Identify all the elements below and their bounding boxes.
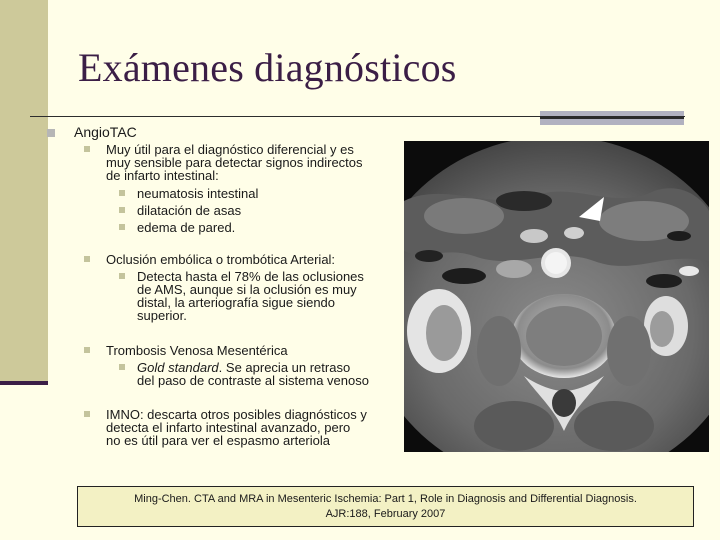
sub-bullet-text: superior. [137, 308, 187, 323]
reference-box [77, 486, 694, 527]
bullet-text: de infarto intestinal: [106, 168, 219, 183]
sub-bullet-text: neumatosis intestinal [137, 186, 259, 201]
emphasis-text: Gold standard [137, 360, 219, 375]
bullet-marker [84, 347, 90, 353]
bullet-text: muy sensible para detectar signos indirectos [106, 155, 363, 170]
sub-bullet-text: del paso de contraste al sistema venoso [137, 373, 369, 388]
sub-bullet-text: Detecta hasta el 78% de las oclusiones [137, 269, 364, 284]
reference-line: AJR:188, February 2007 [325, 508, 446, 520]
sub-bullet-text: edema de pared. [137, 220, 236, 235]
bullet-text: Oclusión embólica o trombótica Arterial: [106, 252, 336, 267]
sub-bullet-marker [119, 207, 125, 213]
sub-bullet-marker [119, 224, 125, 230]
left-decor-rule [0, 381, 48, 385]
reference-line: Ming-Chen. CTA and MRA in Mesenteric Ischemia: Part 1, Role in Diagnosis and Differential Diagnosis. [134, 493, 637, 505]
left-decor-band [0, 0, 48, 384]
sub-bullet-text: de AMS, aunque si la oclusión es muy [137, 282, 357, 297]
bullet-marker [84, 256, 90, 262]
sub-bullet-marker [119, 364, 125, 370]
bullet-text: detecta el infarto intestinal avanzado, pero [106, 420, 351, 435]
sub-bullet-marker [119, 273, 125, 279]
bullet-text: Trombosis Venosa Mesentérica [106, 343, 288, 358]
sub-bullet-text: dilatación de asas [137, 203, 242, 218]
bullet-marker [47, 129, 55, 137]
bullet-marker [84, 146, 90, 152]
bullet-marker [84, 411, 90, 417]
sub-bullet-marker [119, 190, 125, 196]
section-heading: AngioTAC [74, 124, 137, 140]
title-accent-bar [540, 111, 684, 125]
ct-scan-image [404, 141, 709, 452]
slide-title: Exámenes diagnósticos [78, 45, 457, 90]
bullet-text: Muy útil para el diagnóstico diferencial y es [106, 142, 354, 157]
sub-bullet-text-rest: . Se aprecia un retraso [218, 360, 351, 375]
sub-bullet-text: distal, la arteriografía sigue siendo [137, 295, 336, 310]
bullet-text: IMNO: descarta otros posibles diagnósticos y [106, 407, 367, 422]
bullet-text: no es útil para ver el espasmo arteriola [106, 433, 331, 448]
